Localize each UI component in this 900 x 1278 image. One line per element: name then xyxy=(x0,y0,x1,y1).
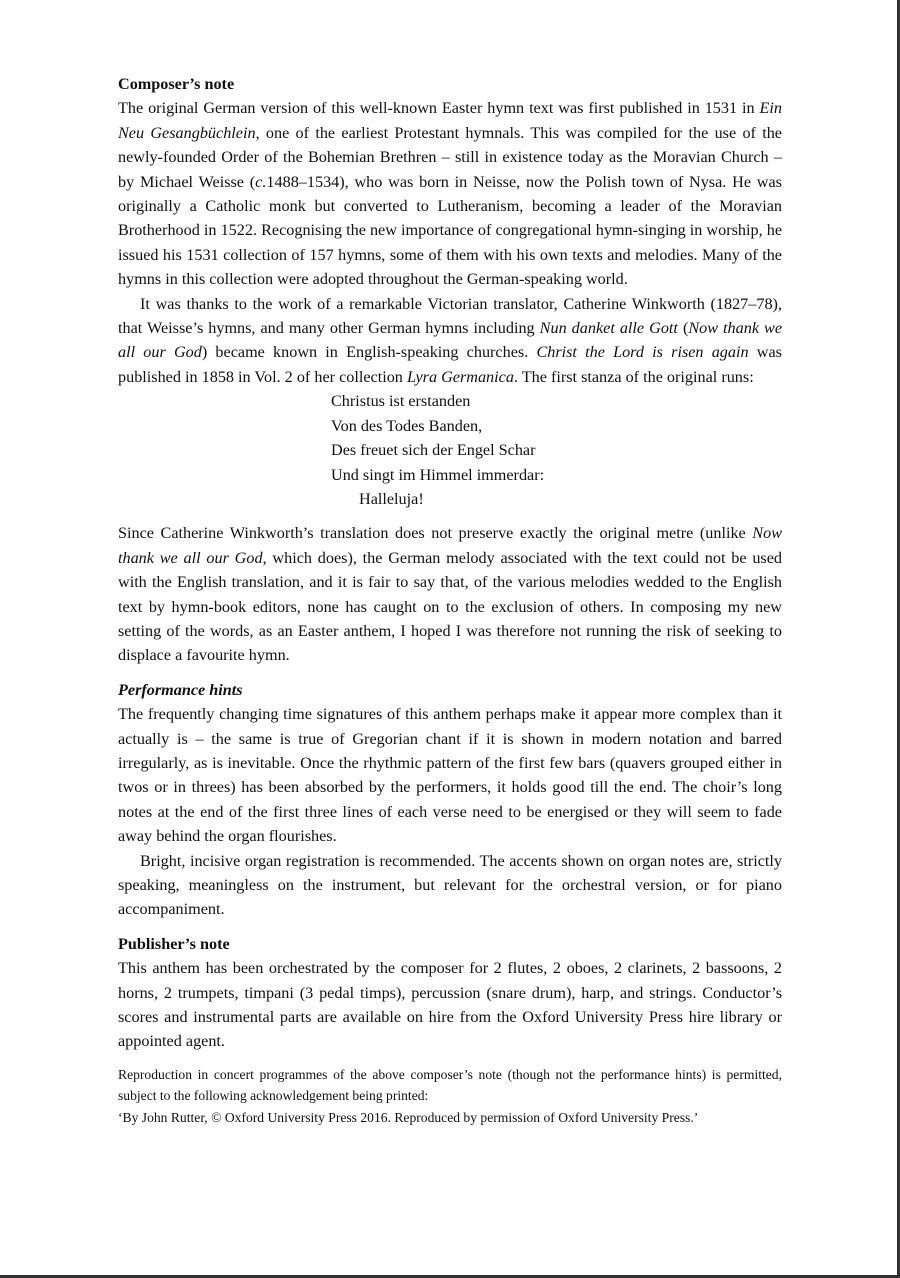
text-run: Since Catherine Winkworth’s translation does not preserve exactly the original metre (unlike xyxy=(118,524,753,543)
text-run: , which does), the German melody associated with the text could not be used with the English translation, and it is fair to say that, of the various melodies wedded to the English text by hymn-book editors, none has caught on to the exclusion of others. In composing my new setting of the words, as an Easter anthem, I hoped I was therefore not running the risk of seeking to displace a favourite hymn. xyxy=(118,548,782,665)
text-run: 1488–1534), who was born in Neisse, now the Polish town of Nysa. He was originally a Catholic monk but converted to Lutheranism, becoming a leader of the Moravian Brotherhood in 1522. Recognising the new importance of congregational hymn-singing in worship, he issued his 1531 collection of 157 hymns, some of them with his own texts and melodies. Many of the hymns in this collection were adopted throughout the German-speaking world. xyxy=(118,172,782,289)
stanza-line: Des freuet sich der Engel Schar xyxy=(331,441,536,460)
composers-note-paragraph-1 xyxy=(118,96,782,291)
german-stanza xyxy=(331,389,782,511)
italic-text-run: Now thank we all our God xyxy=(118,524,782,567)
text-run: , one of the earliest Protestant hymnals. This was compiled for the use of the newly-founded Order of the Bohemian Brethren – still in existence today as the Moravian Church – by Michael Weisse ( xyxy=(118,123,782,191)
italic-text-run: Now thank we all our God xyxy=(118,319,783,362)
italic-text-run: c. xyxy=(255,172,267,191)
composers-note-heading: Composer’s note xyxy=(118,75,235,93)
performance-hints-paragraph-2: Bright, incisive organ registration is recommended. The accents shown on organ notes are, strictly speaking, meaningless on the instrument, but relevant for the orchestral version, or for piano accompaniment. xyxy=(118,851,782,919)
text-run: ( xyxy=(677,319,689,338)
text-run: The original German version of this well-known Easter hymn text was first published in 1531 in xyxy=(118,99,760,118)
composers-note-paragraph-2 xyxy=(118,292,782,390)
italic-text-run: Lyra Germanica xyxy=(406,367,514,386)
text-run: ) became known in English-speaking churches. xyxy=(201,343,537,362)
publishers-note-heading: Publisher’s note xyxy=(118,934,230,953)
performance-hints-heading: Performance hints xyxy=(118,680,243,699)
performance-hints-paragraph-1: The frequently changing time signatures of this anthem perhaps make it appear more complex than it actually is – the same is true of Gregorian chant if it is shown in modern notation and barred irregularly, as is inevitable. Once the rhythmic pattern of the first few bars (quavers grouped either in twos or in threes) has been absorbed by the performers, it holds good till the end. The choir’s long notes at the end of the first three lines of each verse need to be energised or they will seem to fade away behind the organ flourishes. xyxy=(118,705,782,846)
composers-note-paragraph-3 xyxy=(118,521,782,667)
reproduction-permission: Reproduction in concert programmes of the above composer’s note (though not the performance hints) is permitted, subject to the following acknowledgement being printed: xyxy=(118,1066,782,1104)
italic-text-run: Nun danket alle Gott xyxy=(539,319,678,338)
text-run: was published in 1858 in Vol. 2 of her collection xyxy=(118,343,782,386)
stanza-line: Und singt im Himmel immerdar: xyxy=(331,465,545,484)
text-run: . The first stanza of the original runs: xyxy=(513,367,754,386)
stanza-line: Christus ist erstanden xyxy=(331,392,471,411)
acknowledgement-line: ‘By John Rutter, © Oxford University Press 2016. Reproduced by permission of Oxford University Press.’ xyxy=(118,1109,699,1125)
publishers-note-paragraph: This anthem has been orchestrated by the composer for 2 flutes, 2 oboes, 2 clarinets, 2 bassoons, 2 horns, 2 trumpets, timpani (3 pedal timps), percussion (snare drum), harp, and strings. Conductor’s scores and instrumental parts are available on hire from the Oxford University Press hire library or appointed agent. xyxy=(118,959,782,1051)
stanza-line: Halleluja! xyxy=(359,489,424,508)
italic-text-run: Christ the Lord is risen again xyxy=(536,343,749,362)
text-run: It was thanks to the work of a remarkable Victorian translator, Catherine Winkworth (1827–78), that Weisse’s hymns, and many other German hymns including xyxy=(118,294,782,338)
stanza-line: Von des Todes Banden, xyxy=(331,416,483,435)
document-page xyxy=(118,72,782,1128)
italic-text-run: Ein Neu Gesangbüchlein xyxy=(118,99,782,142)
reproduction-notice xyxy=(118,1064,782,1129)
